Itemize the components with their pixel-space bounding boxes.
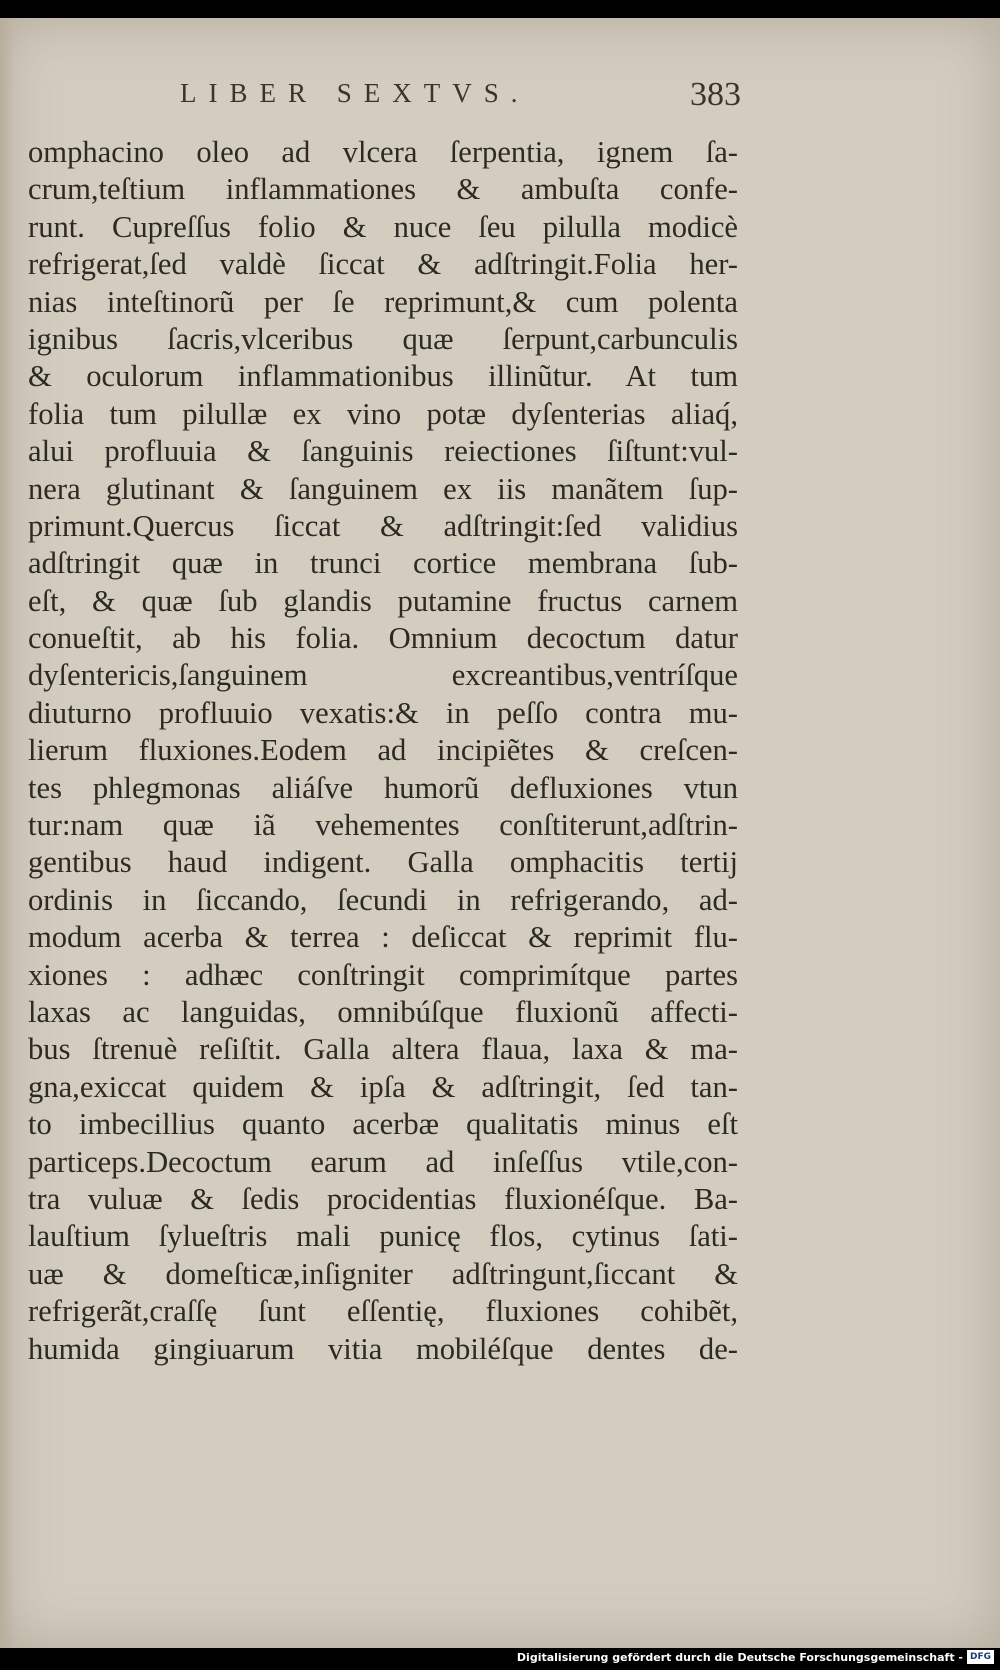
text-line: conueſtit, ab his folia. Omnium decoctum datur [28, 621, 738, 656]
text-line: uæ & domeſticæ,inſigniter adſtringunt,ſiccant & [28, 1256, 738, 1291]
text-line: runt. Cupreſſus folio & nuce ſeu pilulla modicè [28, 209, 738, 244]
text-line: folia tum pilullæ ex vino potæ dyſenterias aliaq́, [28, 396, 738, 431]
text-line: diuturno profluuio vexatis:& in peſſo contra mu- [28, 695, 738, 730]
text-line: refrigerat,ſed valdè ſiccat & adſtringit.Folia her- [28, 247, 738, 282]
text-line: primunt.Quercus ſiccat & adſtringit:ſed validius [28, 508, 738, 543]
text-line: refrigerãt,craſſę ſunt eſſentię, fluxiones cohibẽt, [28, 1294, 738, 1329]
text-line: ordinis in ſiccando, ſecundi in refrigerando, ad- [28, 882, 738, 917]
text-line: omphacino oleo ad vlcera ſerpentia, ignem ſa- [28, 135, 738, 169]
text-line: lauſtium ſylueſtris mali punicę flos, cytinus ſati- [28, 1219, 738, 1254]
text-line: crum,teſtium inflammationes & ambuſta confe- [28, 172, 738, 207]
text-line: lierum fluxiones.Eodem ad incipiẽtes & creſcen- [28, 733, 738, 768]
text-line: xiones : adhæc conſtringit comprimítque partes [28, 957, 738, 992]
text-line: & oculorum inflammationibus illinũtur. At tum [28, 359, 738, 394]
text-line: adſtringit quæ in trunci cortice membrana ſub- [28, 546, 738, 581]
text-line: laxas ac languidas, omnibúſque fluxionũ affecti- [28, 994, 738, 1029]
text-line: bus ſtrenuè reſiſtit. Galla altera flaua, laxa & ma- [28, 1032, 738, 1067]
text-line: eſt, & quæ ſub glandis putamine fructus carnem [28, 583, 738, 618]
text-line: dyſentericis,ſanguinem excreantibus,ventríſque [28, 658, 738, 693]
text-line: alui profluuia & ſanguinis reiectiones ſiſtunt:vul- [28, 434, 738, 469]
book-page [0, 18, 1000, 1648]
text-line: gna,exiccat quidem & ipſa & adſtringit, ſed tan- [28, 1069, 738, 1104]
text-line: modum acerba & terrea : deſiccat & reprimit flu- [28, 920, 738, 955]
text-line: humida gingiuarum vitia mobiléſque dentes de- [28, 1331, 738, 1366]
text-line: particeps.Decoctum earum ad inſeſſus vtile,con- [28, 1144, 738, 1179]
text-line: nias inteſtinorũ per ſe reprimunt,& cum polenta [28, 284, 738, 319]
text-line: tra vuluæ & ſedis procidentias fluxionéſque. Ba- [28, 1181, 738, 1216]
running-head: LIBER SEXTVS. [180, 78, 530, 108]
text-line: gentibus haud indigent. Galla omphacitis tertij [28, 845, 738, 880]
text-line: to imbecillius quanto acerbæ qualitatis minus eſt [28, 1107, 738, 1142]
text-line: tes phlegmonas aliáſve humorũ defluxiones vtun [28, 770, 738, 805]
credit-text: Digitalisierung gefördert durch die Deutsche Forschungsgemeinschaft - [516, 1650, 963, 1664]
body-text [28, 134, 738, 1368]
text-line: tur:nam quæ iã vehementes conſtiterunt,adſtrin- [28, 808, 738, 843]
text-line: nera glutinant & ſanguinem ex iis manãtem ſup- [28, 471, 738, 506]
page-number: 383 [690, 76, 741, 113]
digitization-credit [517, 1648, 994, 1666]
dfg-logo: DFG [967, 1650, 994, 1664]
text-line: ignibus ſacris,vlceribus quæ ſerpunt,carbunculis [28, 321, 738, 356]
